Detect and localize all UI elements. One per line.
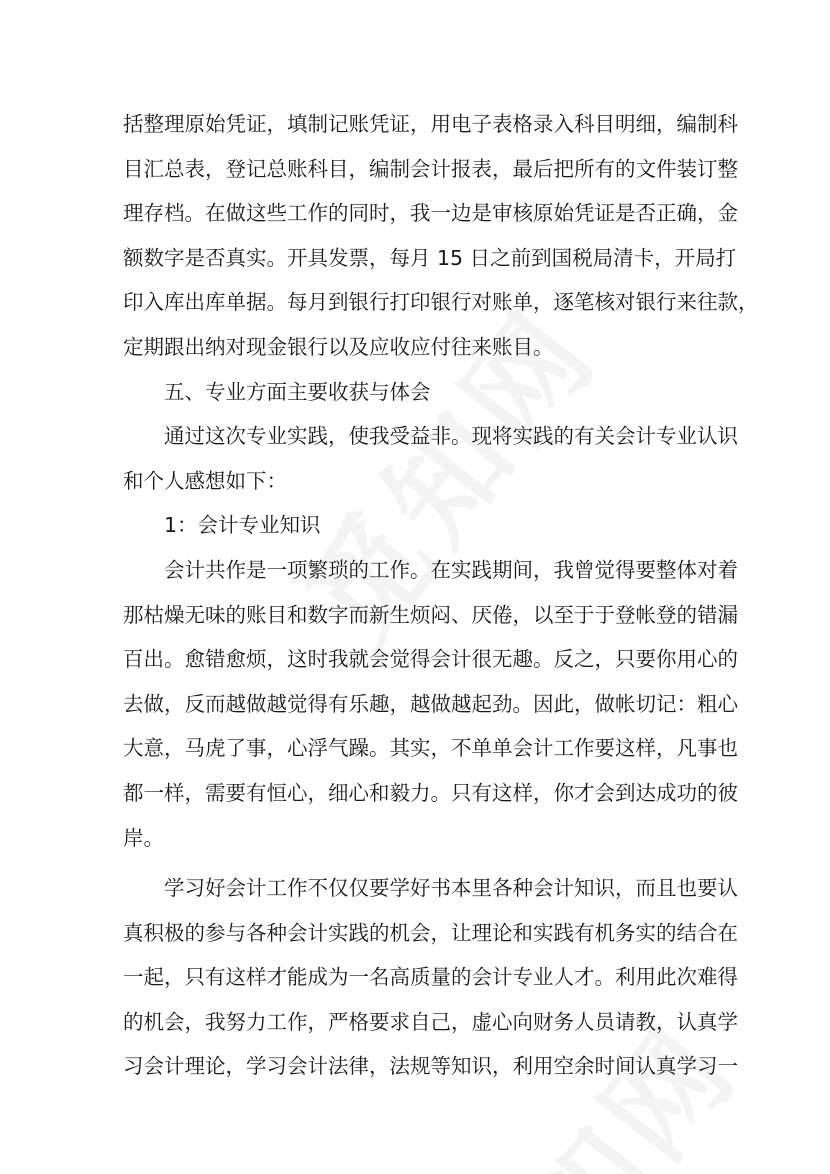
document-body [123, 102, 759, 1089]
text-line: 理存档。在做这些工作的同时，我一边是审核原始凭证是否正确，金 [123, 201, 738, 226]
heading-text: 五、专业方面主要收获与体会 [164, 379, 431, 404]
text-line: 一起，只有这样才能成为一名高质量的会计专业人才。利用此次难得 [123, 965, 738, 990]
text-line: 去做，反而越做越觉得有乐趣，越做越起劲。因此，做帐切记：粗心 [123, 691, 738, 716]
text-line: 定期跟出纳对现金银行以及应收应付往来账目。 [123, 334, 554, 359]
text-line: 大意，马虎了事，心浮气躁。其实，不单单会计工作要这样，凡事也 [123, 736, 738, 761]
text-line: 额数字是否真实。开具发票，每月 15 日之前到国税局清卡，开局打 [123, 245, 737, 270]
text-line: 的机会，我努力工作，严格要求自己，虚心向财务人员请教，认真学 [123, 1009, 738, 1034]
text-line: 岸。 [123, 825, 164, 850]
text-line: 括整理原始凭证，填制记账凭证，用电子表格录入科目明细，编制科 [123, 112, 738, 136]
paragraph [123, 866, 738, 1089]
text-line: 那枯燥无味的账目和数字而新生烦闷、厌倦，以至于于登帐登的错漏 [123, 602, 738, 627]
text-line: 学习好会计工作不仅仅要学好书本里各种会计知识，而且也要认 [164, 876, 738, 901]
text-line: 真积极的参与各种会计实践的机会，让理论和实践有机务实的结合在 [123, 920, 738, 945]
text-line: 印入库出库单据。每月到银行打印银行对账单，逐笔核对银行来往款， [123, 290, 759, 315]
text-line: 和个人感想如下： [123, 468, 287, 493]
text-line: 都一样，需要有恒心，细心和毅力。只有这样，你才会到达成功的彼 [123, 780, 738, 805]
paragraph [123, 102, 759, 370]
section-heading [123, 370, 715, 415]
paragraph [123, 414, 738, 503]
text-line: 百出。愈错愈烦，这时我就会觉得会计很无趣。反之，只要你用心的 [123, 647, 738, 672]
paragraph [123, 548, 738, 860]
text-line: 通过这次专业实践，使我受益非。现将实践的有关会计专业认识 [164, 424, 738, 449]
text-line: 目汇总表，登记总账科目，编制会计报表，最后把所有的文件装订整 [123, 156, 738, 181]
heading-text: 1：会计专业知识 [164, 513, 321, 538]
text-line: 会计共作是一项繁琐的工作。在实践期间，我曾觉得要整体对着 [164, 557, 738, 582]
text-line: 习会计理论，学习会计法律，法规等知识，利用空余时间认真学习一 [123, 1054, 738, 1079]
subsection-heading [123, 503, 715, 548]
